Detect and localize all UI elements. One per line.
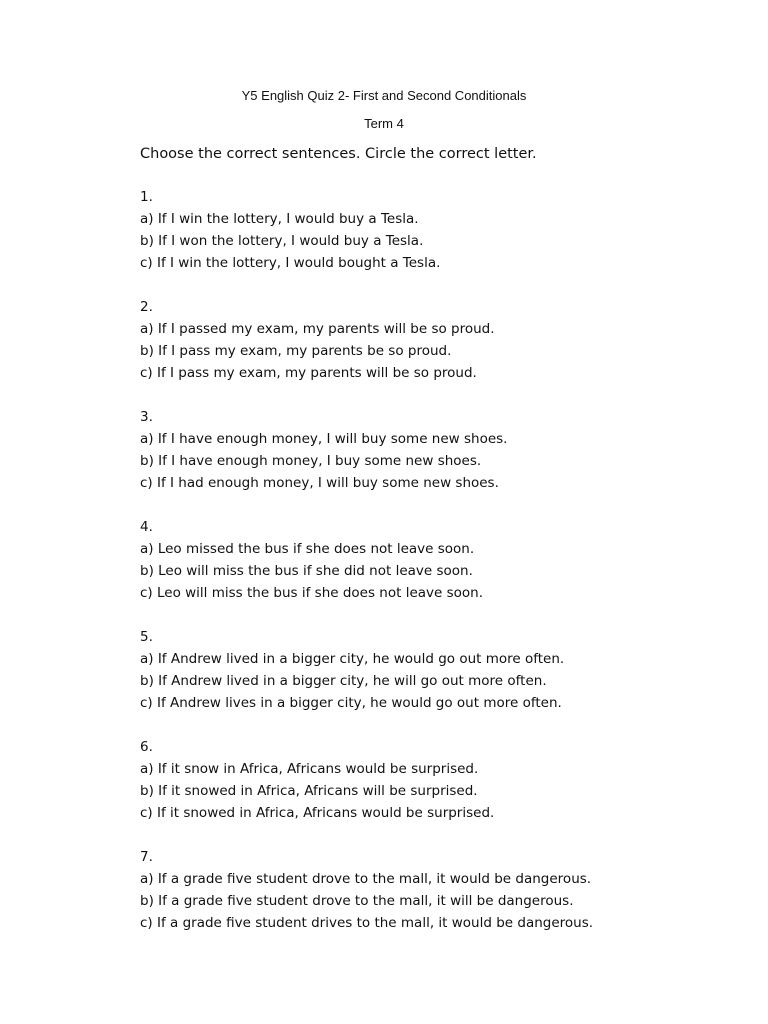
page-title: Y5 English Quiz 2- First and Second Conditionals — [241, 88, 527, 103]
term-label: Term 4 — [364, 116, 404, 131]
question-6 — [140, 736, 760, 846]
question-3 — [140, 406, 760, 516]
option-b: b) If I pass my exam, my parents be so proud. — [140, 343, 452, 359]
option-a: a) If a grade five student drove to the mall, it would be dangerous. — [140, 871, 592, 887]
option-b: b) If a grade five student drove to the mall, it will be dangerous. — [140, 893, 574, 909]
option-c: c) If I had enough money, I will buy some new shoes. — [140, 475, 499, 491]
option-a: a) If I passed my exam, my parents will be so proud. — [140, 321, 495, 337]
question-list — [140, 186, 760, 956]
question-number: 6. — [140, 739, 153, 755]
option-c: c) If I win the lottery, I would bought a Tesla. — [140, 255, 441, 271]
question-number: 1. — [140, 189, 153, 205]
option-b: b) If I have enough money, I buy some new shoes. — [140, 453, 482, 469]
option-b: b) If it snowed in Africa, Africans will be surprised. — [140, 783, 478, 799]
instructions: Choose the correct sentences. Circle the correct letter. — [140, 146, 537, 162]
question-1 — [140, 186, 760, 296]
option-c: c) Leo will miss the bus if she does not leave soon. — [140, 585, 484, 601]
option-c: c) If Andrew lives in a bigger city, he would go out more often. — [140, 695, 562, 711]
question-number: 3. — [140, 409, 153, 425]
question-5 — [140, 626, 760, 736]
option-a: a) If I have enough money, I will buy some new shoes. — [140, 431, 508, 447]
question-number: 5. — [140, 629, 153, 645]
option-c: c) If I pass my exam, my parents will be so proud. — [140, 365, 477, 381]
option-c: c) If a grade five student drives to the mall, it would be dangerous. — [140, 915, 594, 931]
question-number: 4. — [140, 519, 153, 535]
question-number: 7. — [140, 849, 153, 865]
option-b: b) Leo will miss the bus if she did not leave soon. — [140, 563, 473, 579]
option-a: a) Leo missed the bus if she does not leave soon. — [140, 541, 475, 557]
option-a: a) If it snow in Africa, Africans would be surprised. — [140, 761, 479, 777]
option-a: a) If Andrew lived in a bigger city, he would go out more often. — [140, 651, 565, 667]
option-a: a) If I win the lottery, I would buy a Tesla. — [140, 211, 419, 227]
question-7 — [140, 846, 760, 956]
question-4 — [140, 516, 760, 626]
option-c: c) If it snowed in Africa, Africans would be surprised. — [140, 805, 495, 821]
question-2 — [140, 296, 760, 406]
question-number: 2. — [140, 299, 153, 315]
option-b: b) If Andrew lived in a bigger city, he will go out more often. — [140, 673, 547, 689]
option-b: b) If I won the lottery, I would buy a Tesla. — [140, 233, 424, 249]
